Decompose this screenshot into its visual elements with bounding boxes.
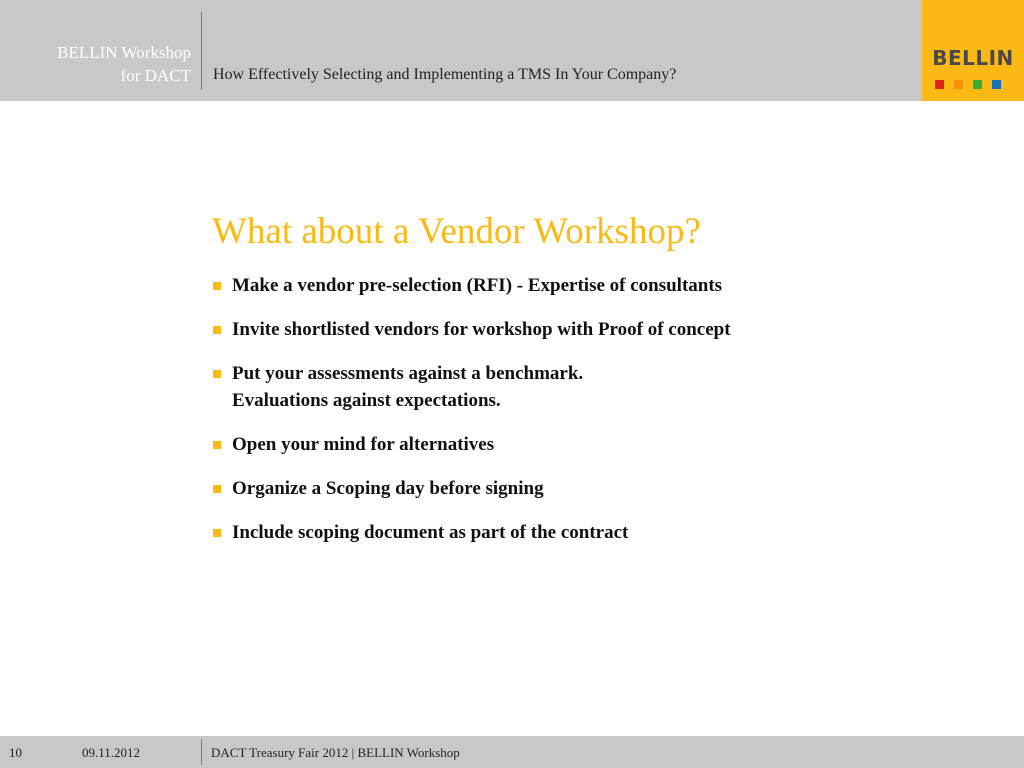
logo-square-blue [992, 80, 1001, 89]
footer-bar [0, 736, 1024, 768]
header-bar [0, 0, 922, 101]
bullet-text: Make a vendor pre-selection (RFI) - Expertise of consultants [232, 275, 723, 296]
bullet-text: Open your mind for alternatives [232, 434, 495, 455]
bullet-item [212, 272, 912, 299]
slide-title: What about a Vendor Workshop? [212, 211, 701, 252]
footer-divider [201, 739, 202, 765]
workshop-label-line1: BELLIN Workshop [57, 43, 191, 62]
bullet-list [212, 272, 912, 563]
bellin-logo [922, 0, 1024, 101]
footer-event: DACT Treasury Fair 2012 | BELLIN Workshop [211, 745, 460, 760]
bullet-item [212, 519, 912, 546]
bullet-square-icon [213, 485, 221, 493]
bullet-text-continuation: Evaluations against expectations. [232, 390, 501, 411]
bullet-square-icon [213, 529, 221, 537]
logo-square-red [935, 80, 944, 89]
logo-text: BELLIN [932, 46, 1014, 70]
workshop-label-line2: for DACT [120, 66, 191, 85]
logo-square-orange [954, 80, 963, 89]
footer-date: 09.11.2012 [82, 745, 141, 760]
bullet-square-icon [213, 282, 221, 290]
presentation-subtitle: How Effectively Selecting and Implementing a TMS In Your Company? [213, 66, 677, 83]
bullet-square-icon [213, 370, 221, 378]
bullet-item [212, 360, 912, 414]
logo-squares [935, 80, 1011, 89]
page-number: 10 [9, 745, 22, 760]
header-divider [201, 12, 202, 90]
bullet-text: Organize a Scoping day before signing [232, 478, 544, 499]
logo-square-green [973, 80, 982, 89]
bullet-square-icon [213, 441, 221, 449]
bullet-item [212, 431, 912, 458]
bullet-text: Put your assessments against a benchmark. [232, 363, 584, 384]
bullet-text: Include scoping document as part of the contract [232, 522, 629, 543]
bullet-item [212, 316, 912, 343]
bullet-item [212, 475, 912, 502]
workshop-label [0, 41, 191, 87]
bullet-text: Invite shortlisted vendors for workshop with Proof of concept [232, 319, 731, 340]
bullet-square-icon [213, 326, 221, 334]
